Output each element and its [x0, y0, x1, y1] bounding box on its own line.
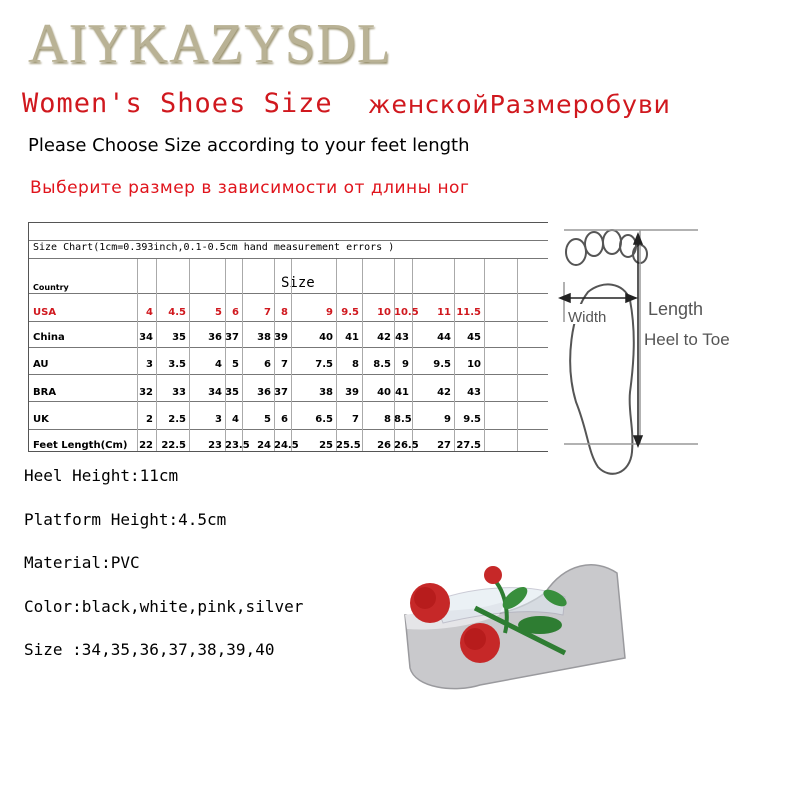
size-cell: 22: [139, 440, 153, 451]
brand-logo: AIYKAZYSDL: [28, 13, 392, 75]
size-cell: 4: [232, 414, 239, 425]
size-cell: 34: [139, 332, 153, 343]
platform-height: Platform Height:4.5cm: [24, 510, 227, 529]
width-label: Width: [568, 309, 607, 326]
heel-height: Heel Height:11cm: [24, 466, 179, 485]
size-cell: 5: [215, 307, 222, 318]
size-cell: 27: [437, 440, 451, 451]
size-cell: 6: [264, 359, 271, 370]
size-cell: 25: [319, 440, 333, 451]
size-cell: 40: [319, 332, 333, 343]
row-label-china: China: [33, 332, 65, 343]
size-cell: 9: [402, 359, 409, 370]
size-cell: 4: [215, 359, 222, 370]
size-cell: 11: [437, 307, 451, 318]
size-cell: 7.5: [315, 359, 333, 370]
size-cell: 11.5: [456, 307, 481, 318]
size-cell: 43: [467, 387, 481, 398]
choose-size-en: Please Choose Size according to your feet length: [28, 135, 470, 156]
size-cell: 3.5: [168, 359, 186, 370]
size-cell: 8.5: [394, 414, 412, 425]
grid-line: [484, 259, 485, 451]
size-cell: 23.5: [225, 440, 250, 451]
size-cell: 39: [345, 387, 359, 398]
size-cell: 10.5: [394, 307, 419, 318]
size-cell: 6: [281, 414, 288, 425]
size-cell: 45: [467, 332, 481, 343]
size-cell: 24: [257, 440, 271, 451]
size-cell: 42: [377, 332, 391, 343]
size-cell: 2.5: [168, 414, 186, 425]
size-cell: 42: [437, 387, 451, 398]
size-cell: 35: [225, 387, 239, 398]
size-cell: 8: [281, 307, 288, 318]
color-options: Color:black,white,pink,silver: [24, 597, 304, 616]
size-cell: 25.5: [336, 440, 361, 451]
row-label-usa: USA: [33, 307, 57, 318]
size-cell: 10: [467, 359, 481, 370]
row-label-feet-length-cm-: Feet Length(Cm): [33, 440, 128, 451]
size-cell: 5: [264, 414, 271, 425]
heel-to-toe-label: Heel to Toe: [644, 330, 730, 349]
row-label-au: AU: [33, 359, 49, 370]
size-cell: 34: [208, 387, 222, 398]
grid-line: [29, 321, 548, 322]
grid-line: [29, 429, 548, 430]
size-chart-header: Size Chart(1cm=0.393inch,0.1-0.5cm hand measurement errors ): [33, 242, 395, 253]
choose-size-ru: Выберите размер в зависимости от длины ног: [30, 178, 470, 198]
grid-line: [517, 259, 518, 451]
size-cell: 4.5: [168, 307, 186, 318]
size-cell: 40: [377, 387, 391, 398]
grid-line: [29, 401, 548, 402]
size-cell: 36: [257, 387, 271, 398]
size-cell: 7: [352, 414, 359, 425]
size-cell: 41: [345, 332, 359, 343]
size-cell: 2: [146, 414, 153, 425]
size-options: Size :34,35,36,37,38,39,40: [24, 640, 275, 659]
size-cell: 37: [225, 332, 239, 343]
shoe-image: [395, 553, 635, 703]
size-chart: [28, 222, 548, 452]
row-label-bra: BRA: [33, 387, 57, 398]
size-cell: 9.5: [463, 414, 481, 425]
foot-diagram: [558, 222, 780, 482]
size-label: Size: [281, 275, 315, 291]
size-cell: 43: [395, 332, 409, 343]
row-label-uk: UK: [33, 414, 49, 425]
title-ru: женскойРазмеробуви: [368, 90, 671, 119]
size-cell: 9: [444, 414, 451, 425]
size-cell: 36: [208, 332, 222, 343]
size-cell: 23: [208, 440, 222, 451]
size-cell: 9.5: [433, 359, 451, 370]
size-cell: 6: [232, 307, 239, 318]
title-en: Women's Shoes Size: [22, 88, 333, 119]
size-cell: 26.5: [394, 440, 419, 451]
size-cell: 39: [274, 332, 288, 343]
grid-line: [29, 374, 548, 375]
size-cell: 5: [232, 359, 239, 370]
size-cell: 26: [377, 440, 391, 451]
size-cell: 41: [395, 387, 409, 398]
size-cell: 6.5: [315, 414, 333, 425]
size-cell: 44: [437, 332, 451, 343]
size-cell: 10: [377, 307, 391, 318]
size-cell: 32: [139, 387, 153, 398]
size-cell: 3: [215, 414, 222, 425]
size-cell: 8: [384, 414, 391, 425]
size-cell: 4: [146, 307, 153, 318]
size-cell: 9.5: [341, 307, 359, 318]
size-cell: 9: [326, 307, 333, 318]
grid-line: [29, 293, 548, 294]
size-cell: 24.5: [274, 440, 299, 451]
size-cell: 27.5: [456, 440, 481, 451]
size-cell: 8.5: [373, 359, 391, 370]
size-cell: 38: [319, 387, 333, 398]
size-cell: 7: [281, 359, 288, 370]
length-label: Length: [648, 299, 704, 319]
size-cell: 22.5: [161, 440, 186, 451]
grid-line: [29, 347, 548, 348]
size-cell: 33: [172, 387, 186, 398]
size-cell: 37: [274, 387, 288, 398]
size-cell: 35: [172, 332, 186, 343]
size-cell: 3: [146, 359, 153, 370]
country-label: Country: [33, 283, 69, 292]
size-cell: 38: [257, 332, 271, 343]
size-cell: 8: [352, 359, 359, 370]
size-cell: 7: [264, 307, 271, 318]
material: Material:PVC: [24, 553, 140, 572]
